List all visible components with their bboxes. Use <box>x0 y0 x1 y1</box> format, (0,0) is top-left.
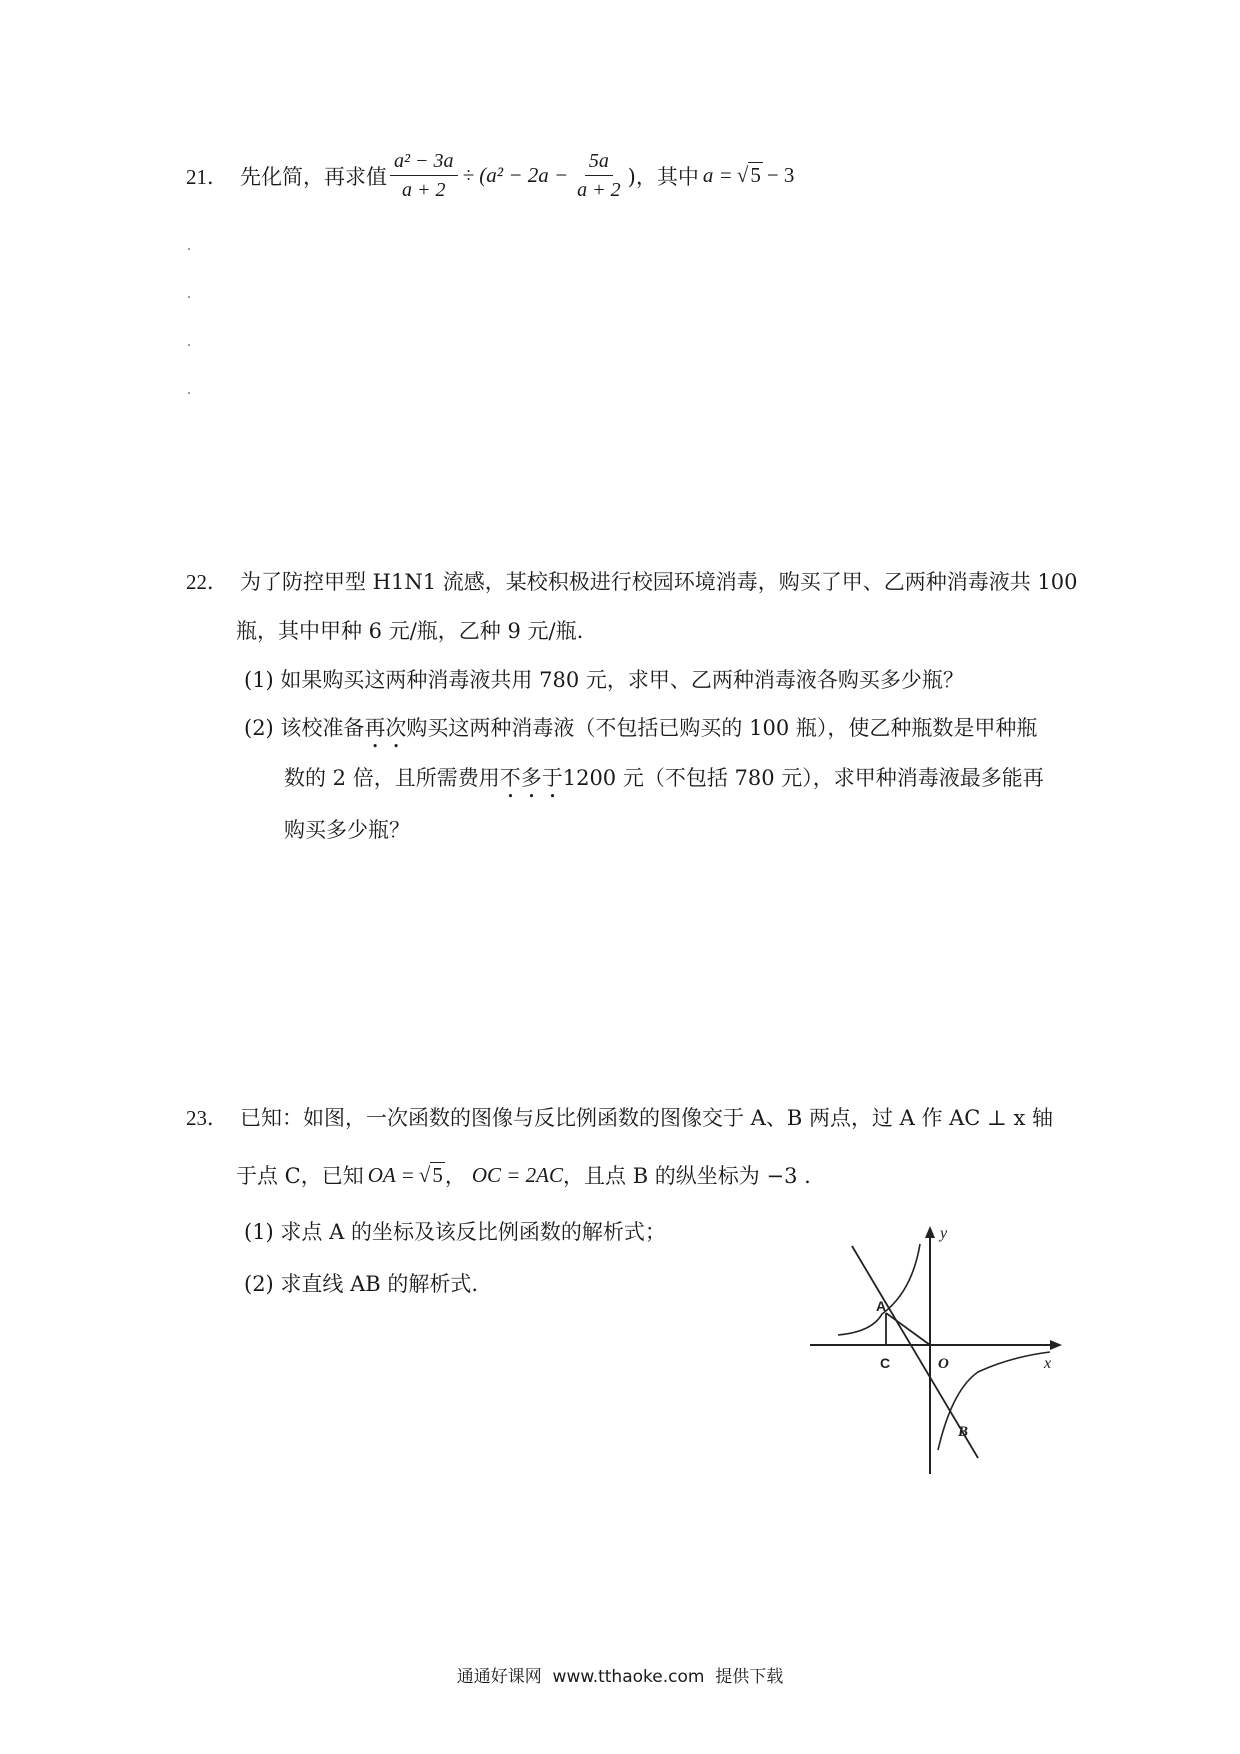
q22-part-2 <box>244 712 1037 753</box>
q22-emphasis-again: 再次 <box>364 716 407 740</box>
q22-line-1 <box>186 566 1078 596</box>
q21-fraction-1-denominator: a + 2 <box>402 179 446 201</box>
q22-part-2-b: 购买这两种消毒液（不包括已购买的 100 瓶），使乙种瓶数是甲种瓶 <box>406 716 1038 740</box>
q21-division-expression: ÷ (a² − 2a − <box>462 163 569 187</box>
q23-oc: OC = 2AC <box>471 1162 564 1187</box>
label-b: B <box>958 1424 969 1440</box>
q23-line-2 <box>236 1160 811 1190</box>
q23-part-1: (1) 求点 A 的坐标及该反比例函数的解析式； <box>244 1220 666 1244</box>
q23-number: 23． <box>186 1106 228 1130</box>
q23-sqrt-radicand: 5 <box>432 1162 443 1187</box>
label-c: C <box>880 1355 891 1371</box>
q22-number: 22． <box>186 570 228 594</box>
q21-close: )，其中 <box>627 164 699 189</box>
question-21 <box>186 150 794 201</box>
label-x: x <box>1044 1355 1052 1372</box>
q22-part-1: (1) 如果购买这两种消毒液共用 780 元，求甲、乙两种消毒液各购买多少瓶？ <box>244 668 964 692</box>
q22-part-2-line-3: 购买多少瓶？ <box>284 818 410 842</box>
q21-condition-rest: − 3 <box>766 163 795 187</box>
q23-part-2: (2) 求直线 AB 的解析式. <box>244 1272 479 1296</box>
q22-text-1: 为了防控甲型 H1N1 流感，某校积极进行校园环境消毒，购买了甲、乙两种消毒液共 100 <box>240 570 1078 594</box>
page-footer: 通通好课网 www.tthaoke.com 提供下载 <box>456 1667 784 1687</box>
q21-fraction-1-numerator: a² − 3a <box>390 150 458 176</box>
q23-figure <box>800 1222 1070 1482</box>
scan-speck <box>188 392 190 394</box>
q21-prefix: 先化简，再求值 <box>240 164 387 189</box>
q21-sqrt-radicand: 5 <box>750 163 761 187</box>
q23-text-2a: 于点 C，已知 <box>236 1164 364 1188</box>
label-o: O <box>938 1356 949 1372</box>
q21-fraction-2 <box>573 150 625 201</box>
q23-text-2c: ，且点 B 的纵坐标为 −3 . <box>563 1164 811 1188</box>
q23-oa: OA = <box>367 1162 415 1187</box>
q23-sqrt: √5 <box>418 1162 443 1187</box>
q22-part-2-line-2 <box>284 762 1044 803</box>
y-axis-arrow <box>925 1226 935 1238</box>
scan-speck <box>188 248 190 250</box>
q22-part-2-a: (2) 该校准备 <box>244 716 365 740</box>
q23-line-1 <box>186 1102 1053 1132</box>
q21-number: 21． <box>186 164 228 189</box>
q21-fraction-1 <box>390 150 458 201</box>
q21-condition-lhs: a = <box>702 163 733 187</box>
q23-text-1: 已知：如图，一次函数的图像与反比例函数的图像交于 A、B 两点，过 A 作 AC ⊥ x 轴 <box>240 1106 1053 1130</box>
q21-sqrt: √5 <box>736 163 761 187</box>
scan-speck <box>188 296 190 298</box>
q22-emphasis-not-more: 不多于 <box>499 766 563 790</box>
hyperbola-branch-upper <box>838 1244 920 1335</box>
q22-line-2: 瓶，其中甲种 6 元/瓶，乙种 9 元/瓶. <box>236 619 584 643</box>
q22-part-2-d: 1200 元（不包括 780 元），求甲种消毒液最多能再 <box>562 766 1044 790</box>
q23-comma: ， <box>444 1164 466 1188</box>
q21-fraction-2-denominator: a + 2 <box>577 179 621 201</box>
scan-speck <box>188 344 190 346</box>
x-axis-arrow <box>1050 1340 1062 1350</box>
label-a: A <box>876 1298 887 1314</box>
q22-part-2-c: 数的 2 倍，且所需费用 <box>284 766 500 790</box>
hyperbola-branch-lower <box>938 1352 1050 1450</box>
q21-fraction-2-numerator: 5a <box>585 150 613 176</box>
label-y: y <box>940 1225 948 1242</box>
